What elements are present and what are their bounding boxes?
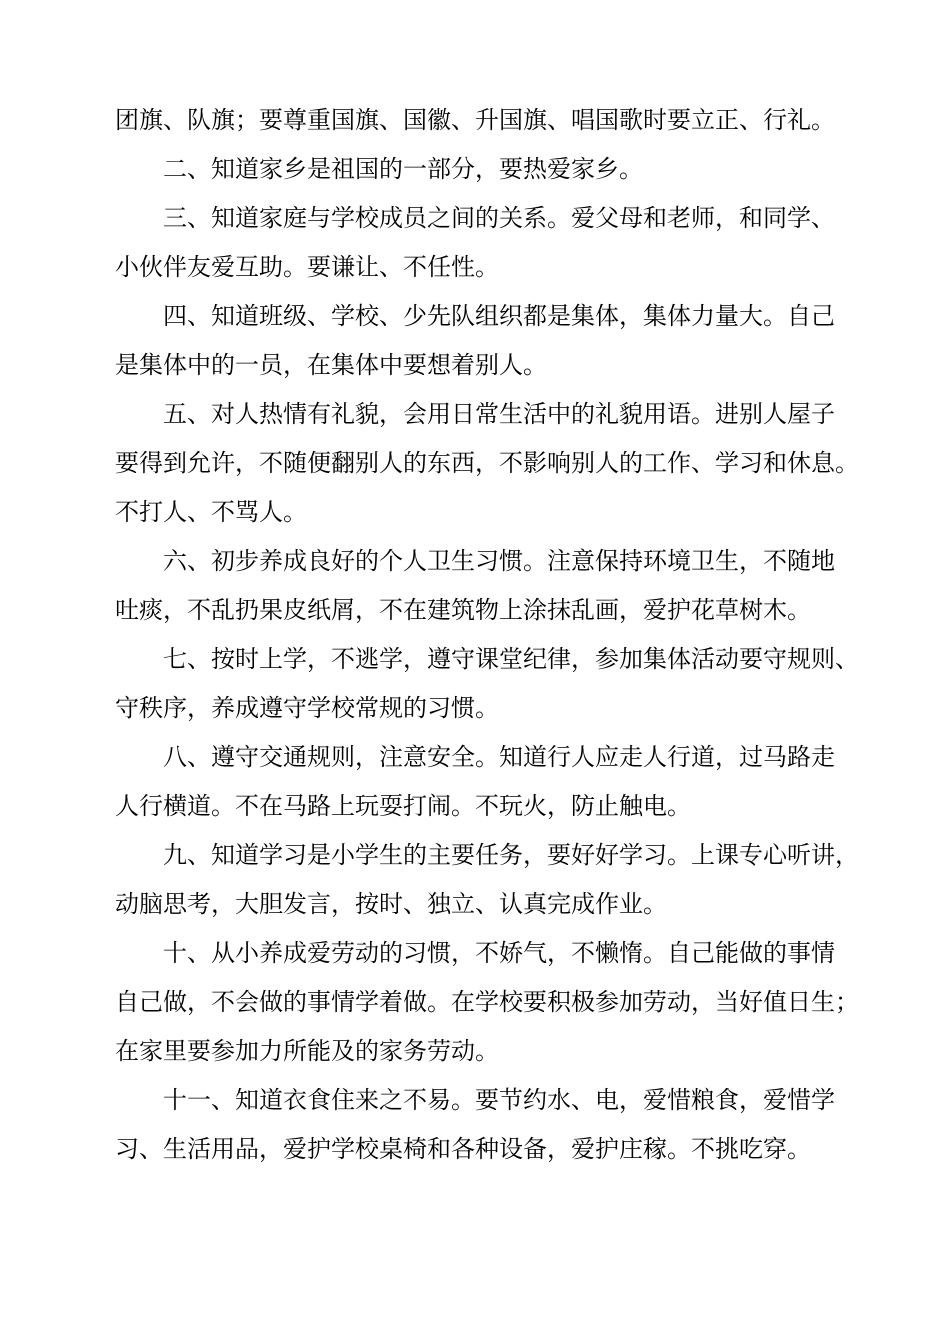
text-line: 三、知道家庭与学校成员之间的关系。爱父母和老师，和同学、 — [163, 204, 835, 232]
text-line: 是集体中的一员，在集体中要想着别人。 — [115, 351, 547, 379]
text-line: 小伙伴友爱互助。要谦让、不任性。 — [115, 253, 499, 281]
paragraph-continuation — [115, 96, 850, 145]
paragraph-item-3 — [115, 194, 850, 292]
text-line: 团旗、队旗；要尊重国旗、国徽、升国旗、唱国歌时要立正、行礼。 — [115, 106, 835, 134]
text-line: 习、生活用品，爱护学校桌椅和各种设备，爱护庄稼。不挑吃穿。 — [115, 1135, 811, 1163]
text-line: 在家里要参加力所能及的家务劳动。 — [115, 1037, 499, 1065]
paragraph-item-6 — [115, 537, 850, 635]
text-line: 十、从小养成爱劳动的习惯，不娇气，不懒惰。自己能做的事情 — [163, 939, 835, 967]
paragraph-item-2 — [115, 145, 850, 194]
text-line: 吐痰，不乱扔果皮纸屑，不在建筑物上涂抹乱画，爱护花草树木。 — [115, 596, 811, 624]
text-line: 动脑思考，大胆发言，按时、独立、认真完成作业。 — [115, 890, 667, 918]
text-line: 十一、知道衣食住来之不易。要节约水、电，爱惜粮食，爱惜学 — [163, 1086, 835, 1114]
text-line: 自己做，不会做的事情学着做。在学校要积极参加劳动，当好值日生； — [115, 988, 859, 1016]
paragraph-item-5 — [115, 390, 859, 537]
text-line: 八、遵守交通规则，注意安全。知道行人应走人行道，过马路走 — [163, 743, 835, 771]
text-line: 九、知道学习是小学生的主要任务，要好好学习。上课专心听讲， — [163, 841, 859, 869]
paragraph-item-4 — [115, 292, 850, 390]
text-line: 四、知道班级、学校、少先队组织都是集体，集体力量大。自己 — [163, 302, 835, 330]
text-line: 守秩序，养成遵守学校常规的习惯。 — [115, 694, 499, 722]
text-line: 不打人、不骂人。 — [115, 498, 307, 526]
text-line: 五、对人热情有礼貌，会用日常生活中的礼貌用语。进别人屋子 — [163, 400, 835, 428]
text-line: 二、知道家乡是祖国的一部分，要热爱家乡。 — [163, 155, 643, 183]
text-line: 七、按时上学，不逃学，遵守课堂纪律，参加集体活动要守规则、 — [163, 645, 859, 673]
paragraph-item-9 — [115, 831, 859, 929]
paragraph-item-8 — [115, 733, 850, 831]
text-line: 人行横道。不在马路上玩耍打闹。不玩火，防止触电。 — [115, 792, 691, 820]
text-line: 要得到允许，不随便翻别人的东西，不影响别人的工作、学习和休息。 — [115, 449, 859, 477]
text-line: 六、初步养成良好的个人卫生习惯。注意保持环境卫生，不随地 — [163, 547, 835, 575]
paragraph-item-11 — [115, 1076, 850, 1174]
paragraph-item-7 — [115, 635, 859, 733]
paragraph-item-10 — [115, 929, 859, 1076]
document-body — [115, 96, 859, 1174]
